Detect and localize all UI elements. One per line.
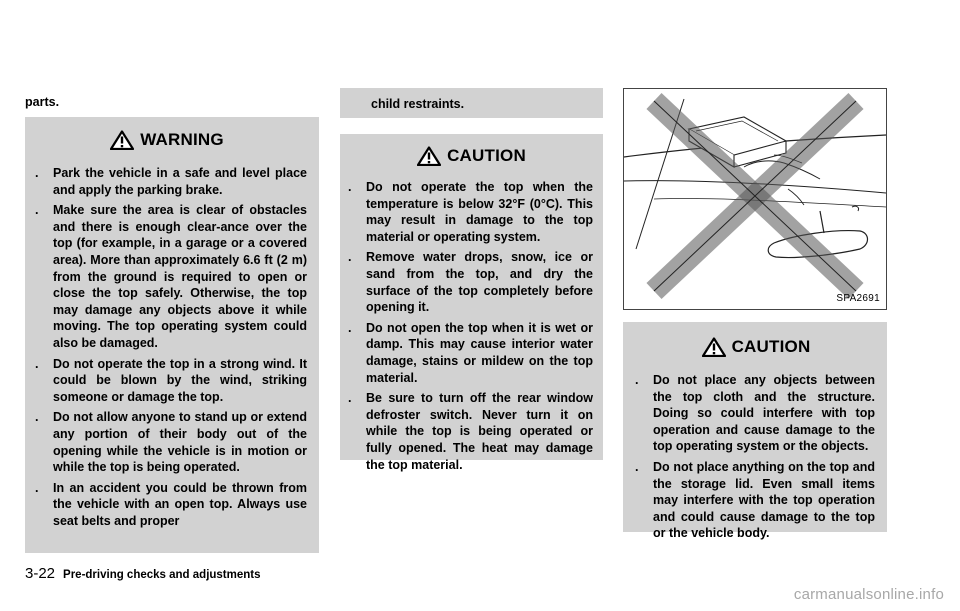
list-item: . Do not place anything on the top and the storage lid. Even small items may interfere with the top operation and could cause damage to the top or the vehicle body.	[635, 459, 875, 541]
caution-title: CAUTION	[731, 337, 811, 356]
list-item: . Do not allow anyone to stand up or extend any portion of their body out of the opening while the vehicle is in motion or while the top is being operated.	[35, 410, 307, 475]
list-item: . Remove water drops, snow, ice or sand from the top, and dry the surface of the top completely before opening it.	[348, 250, 593, 315]
watermark: carmanualsonline.info	[793, 586, 944, 603]
illustration-figure	[623, 88, 887, 310]
list-item: . Do not operate the top when the temperature is below 32°F (0°C). This may result in damage to the top material or operating system.	[348, 180, 593, 244]
list-item: . Do not operate the top in a strong wind. It could be blown by the wind, striking someone or damage the top.	[35, 356, 307, 404]
caution-list	[627, 372, 875, 542]
warning-heading	[27, 129, 307, 151]
warning-box	[25, 117, 319, 553]
list-item: . Do not place any objects between the top cloth and the structure. Doing so could interfere with top operation and cause damage to the top operating system or the objects.	[635, 373, 875, 454]
list-item: . Be sure to turn off the rear window defroster switch. Never turn it on while the top is being operated or fully opened. The heat may damage the top material.	[348, 391, 593, 472]
figure-label: SPA2691	[836, 293, 880, 304]
continued-box	[340, 88, 603, 118]
intro-text: parts.	[25, 95, 60, 109]
warning-triangle-icon	[110, 130, 134, 150]
caution-triangle-icon	[417, 146, 441, 166]
caution-title: CAUTION	[447, 146, 526, 165]
page-footer	[25, 565, 261, 582]
caution-box-1	[340, 134, 603, 472]
prohibited-objects-illustration	[624, 89, 886, 309]
list-item: . Do not open the top when it is wet or damp. This may cause interior water damage, stains or mildew on the top material.	[348, 320, 593, 385]
list-item: . In an accident you could be thrown from the vehicle with an open top. Always use seat belts and proper	[35, 480, 307, 528]
list-item: . Make sure the area is clear of obstacles and there is enough clear-ance over the top (for example, in a garage or a covered area). More than approximately 6.6 ft (2 m) from the ground is required to open or close the top safely. Otherwise, the top may damage any objects above it while moving. The top operating system could also be damaged.	[35, 203, 307, 350]
warning-list	[27, 165, 307, 529]
caution-heading	[340, 145, 593, 167]
caution-triangle-icon	[702, 337, 726, 357]
warning-title: WARNING	[140, 130, 224, 149]
continued-text: child restraints.	[371, 97, 465, 111]
caution-heading	[627, 336, 875, 358]
section-title: Pre-driving checks and adjustments	[63, 569, 261, 581]
caution-list	[340, 179, 593, 473]
caution-box-2	[623, 322, 887, 541]
page-number: 3-22	[25, 565, 56, 582]
list-item: . Park the vehicle in a safe and level place and apply the parking brake.	[35, 166, 307, 197]
